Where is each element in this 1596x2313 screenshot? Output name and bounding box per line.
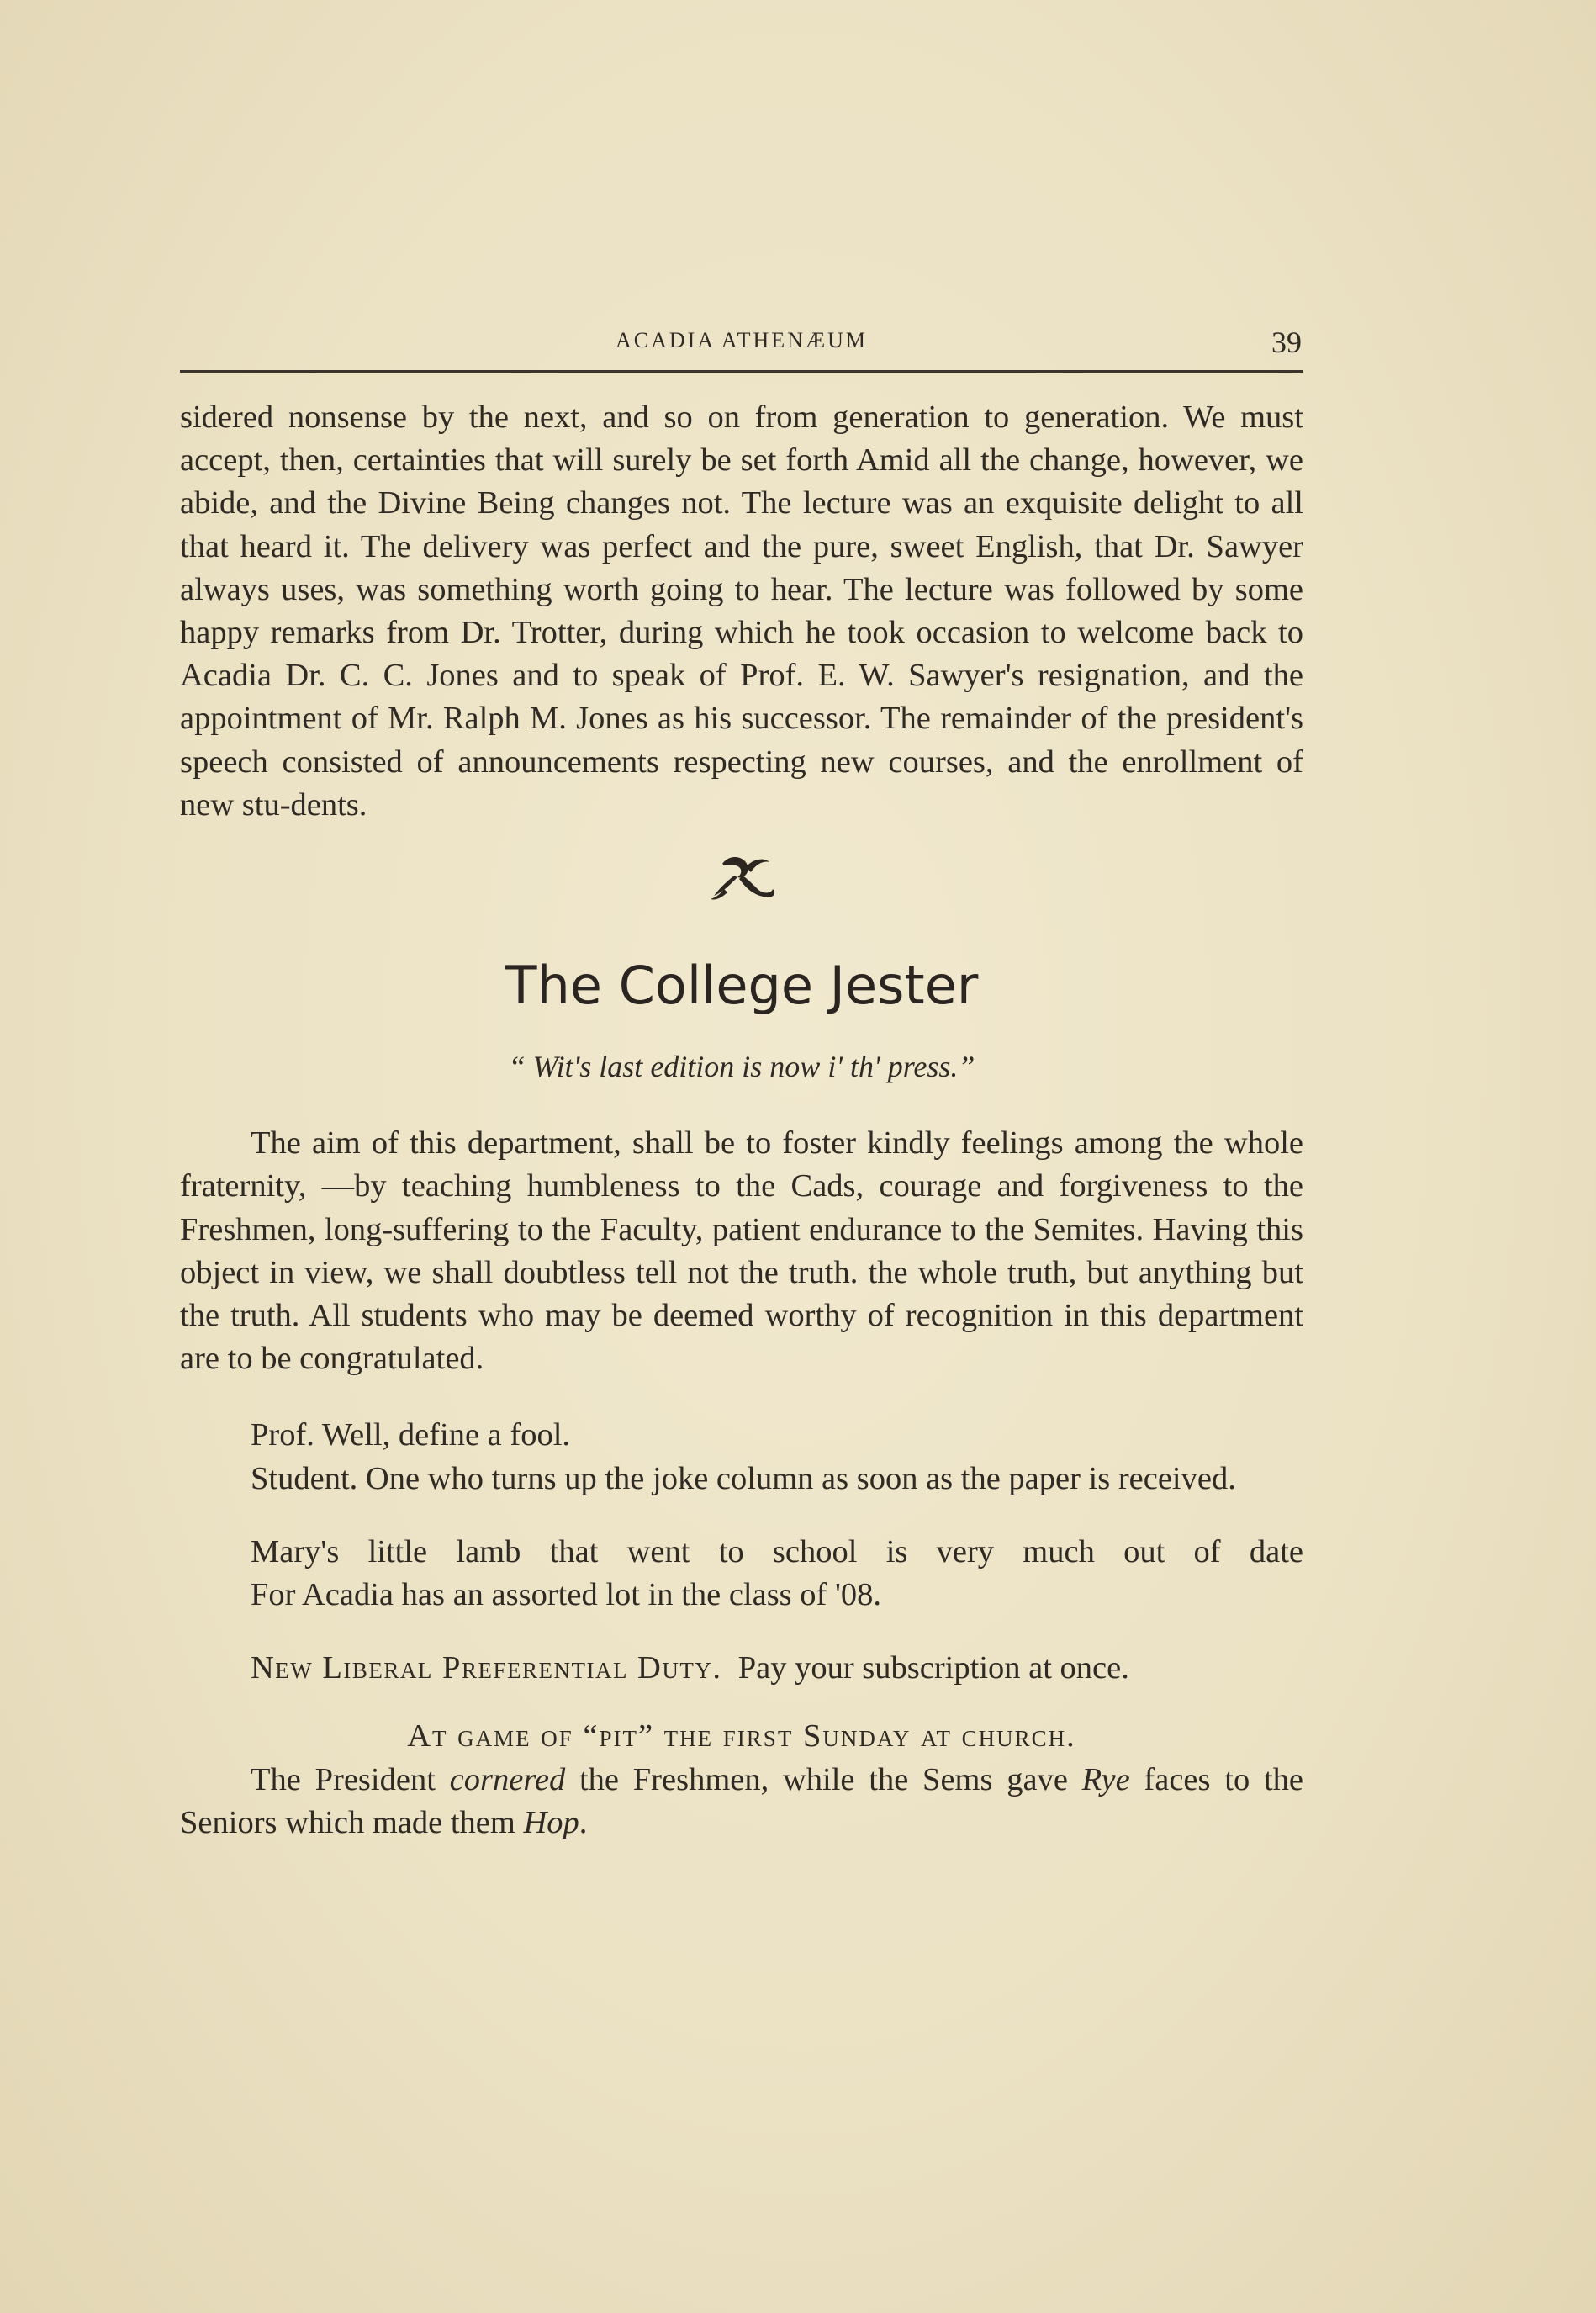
fleuron-ornament-icon	[180, 849, 1303, 924]
section-title: The College Jester	[505, 955, 979, 1017]
body-text	[180, 396, 1303, 1845]
running-title: ACADIA ATHENÆUM	[616, 328, 868, 352]
lecture-paragraph: sidered nonsense by the next, and so on from generation to generation. We must accept, then, certainties that will surely be set forth Amid all the change, however, we abide, and the Divine Being changes not. The lecture was an exquisite delight to all that heard it. The delivery was perfect and the pure, sweet English, that Dr. Sawyer always uses, was something worth going to hear. The lecture was followed by some happy remarks from Dr. Trotter, during which he took occasion to welcome back to Acadia Dr. C. C. Jones and to speak of Prof. E. W. Sawyer's resignation, and the appointment of Mr. Ralph M. Jones as his successor. The remainder of the president's speech consisted of announcements respecting new courses, and the enrollment of new stu-dents.	[180, 400, 1303, 823]
game-text-3: faces to the Seniors which made them	[180, 1761, 1303, 1840]
duty-heading: New Liberal Preferential Duty.	[251, 1650, 722, 1686]
verse-block	[180, 1531, 1303, 1617]
verse-line-2: For Acadia has an assorted lot in the class of '08.	[251, 1577, 882, 1613]
game-text-end: .	[579, 1804, 588, 1840]
document-page	[180, 320, 1303, 1845]
duty-paragraph	[180, 1647, 1303, 1690]
verse-line-1: Mary's little lamb that went to school is very much out of date	[251, 1533, 1303, 1569]
running-header	[180, 320, 1303, 373]
dialogue-block	[180, 1414, 1303, 1500]
section-epigraph: “ Wit's last edition is now i' th' press.”	[508, 1050, 975, 1084]
student-line: Student. One who turns up the joke column as soon as the paper is received.	[251, 1460, 1236, 1496]
duty-text: Pay your subscription at once.	[737, 1650, 1129, 1686]
game-heading: At game of “pit” the first Sunday at church.	[407, 1718, 1076, 1755]
intro-paragraph: The aim of this department, shall be to foster kindly feelings among the whole fraternity, —by teaching humbleness to the Cads, courage and forgiveness to the Freshmen, long-suffering to the Faculty, patient endurance to the Semites. Having this object in view, we shall doubtless tell not the truth. the whole truth, but anything but the truth. All students who may be deemed worthy of recognition in this department are to be congratulated.	[180, 1125, 1303, 1377]
game-text-2: the Freshmen, while the Sems gave	[565, 1761, 1082, 1797]
game-paragraph	[180, 1759, 1303, 1845]
game-cornered: cornered	[449, 1761, 566, 1797]
prof-line: Prof. Well, define a fool.	[251, 1417, 571, 1453]
game-rye: Rye	[1081, 1761, 1130, 1797]
game-text-1: The President	[251, 1761, 450, 1797]
game-hop: Hop	[523, 1804, 579, 1840]
page-number: 39	[1271, 326, 1302, 359]
